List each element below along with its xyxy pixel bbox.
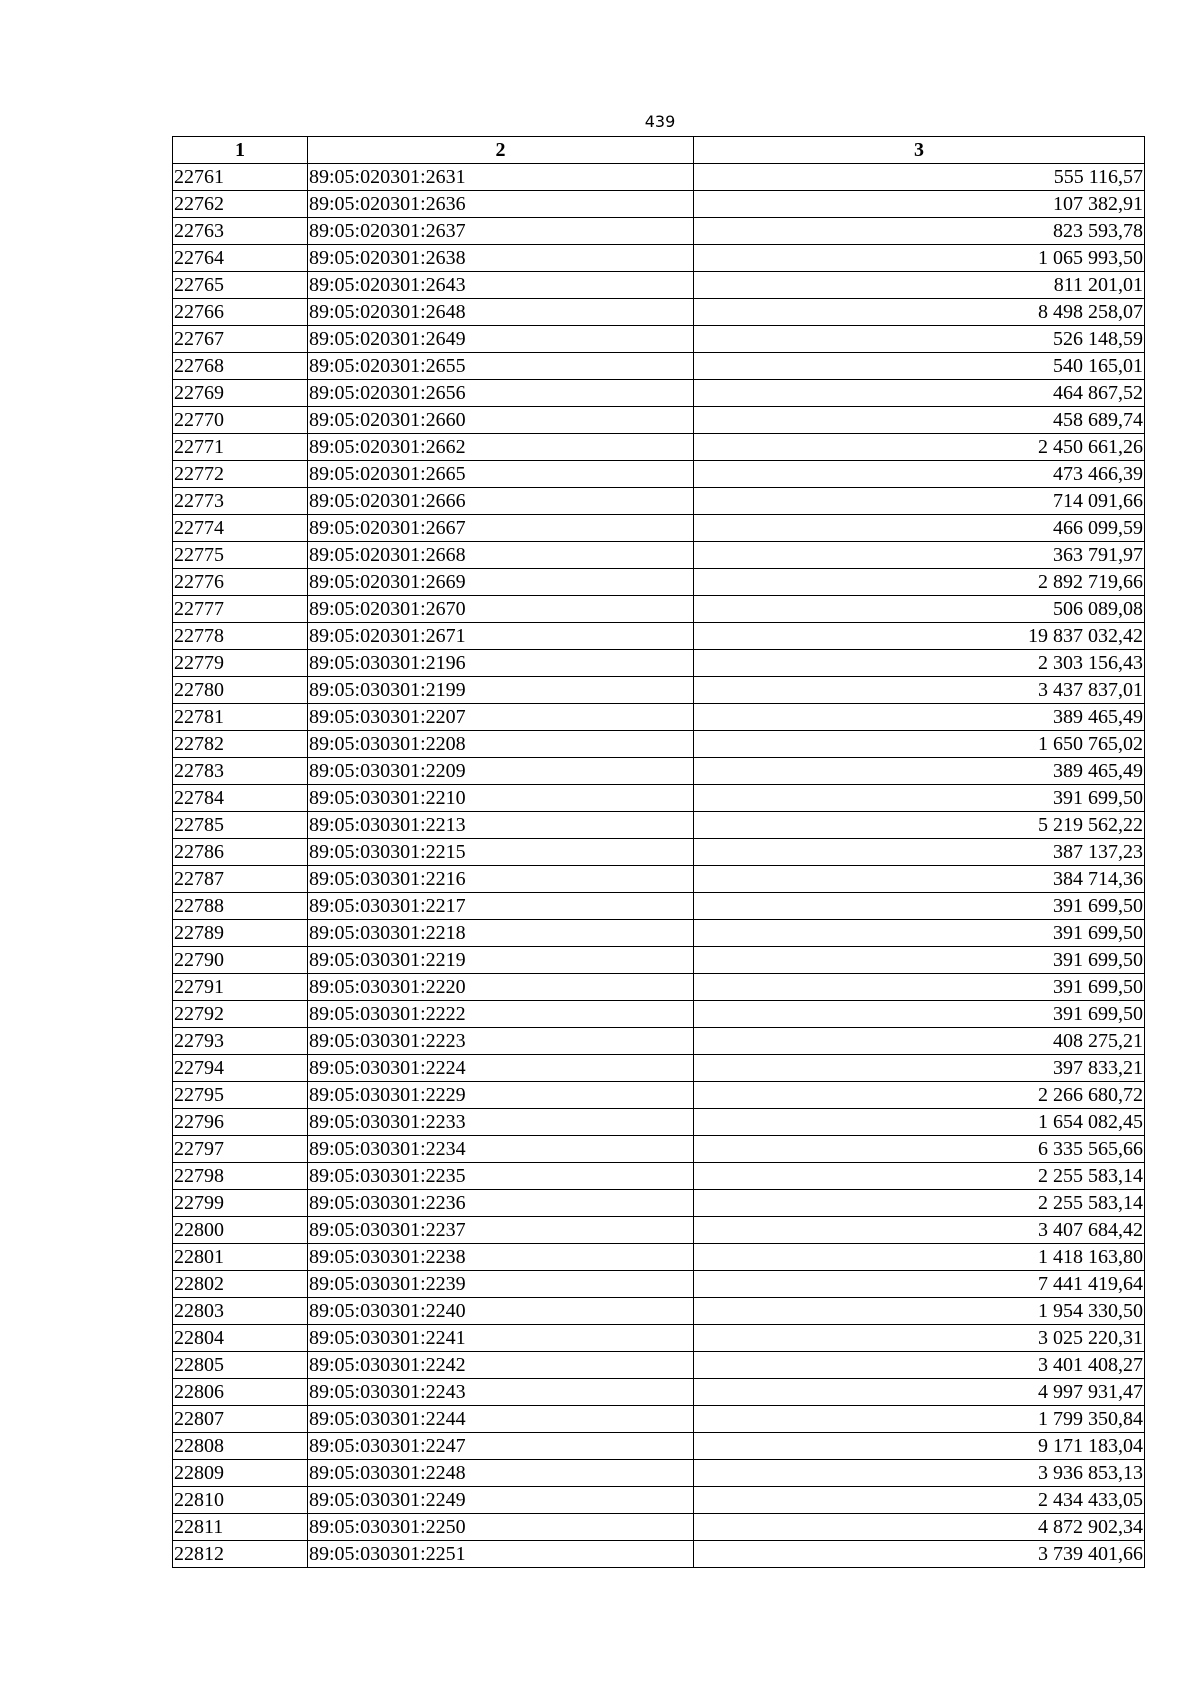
table-row	[173, 1514, 1145, 1541]
row-number-cell: 22792	[173, 1001, 308, 1028]
table-row	[173, 1244, 1145, 1271]
cadastral-number-cell: 89:05:030301:2216	[308, 866, 694, 893]
row-number-cell: 22811	[173, 1514, 308, 1541]
table-row	[173, 650, 1145, 677]
cadastral-number-cell: 89:05:030301:2208	[308, 731, 694, 758]
cadastral-number-cell: 89:05:020301:2670	[308, 596, 694, 623]
table-row	[173, 1082, 1145, 1109]
cadastral-number-cell: 89:05:030301:2199	[308, 677, 694, 704]
cadastral-value-cell: 389 465,49	[694, 704, 1145, 731]
row-number-cell: 22771	[173, 434, 308, 461]
table-row	[173, 1352, 1145, 1379]
row-number-cell: 22782	[173, 731, 308, 758]
cadastral-value-cell: 811 201,01	[694, 272, 1145, 299]
cadastral-value-cell: 391 699,50	[694, 893, 1145, 920]
cadastral-number-cell: 89:05:020301:2668	[308, 542, 694, 569]
cadastral-number-cell: 89:05:030301:2249	[308, 1487, 694, 1514]
cadastral-value-cell: 5 219 562,22	[694, 812, 1145, 839]
cadastral-value-cell: 4 872 902,34	[694, 1514, 1145, 1541]
row-number-cell: 22781	[173, 704, 308, 731]
cadastral-value-cell: 9 171 183,04	[694, 1433, 1145, 1460]
cadastral-value-cell: 1 799 350,84	[694, 1406, 1145, 1433]
table-row	[173, 785, 1145, 812]
table-row	[173, 407, 1145, 434]
table-row	[173, 1163, 1145, 1190]
cadastral-number-cell: 89:05:030301:2244	[308, 1406, 694, 1433]
row-number-cell: 22809	[173, 1460, 308, 1487]
table-row	[173, 1136, 1145, 1163]
row-number-cell: 22806	[173, 1379, 308, 1406]
row-number-cell: 22798	[173, 1163, 308, 1190]
table-row	[173, 812, 1145, 839]
table-row	[173, 326, 1145, 353]
cadastral-value-cell: 3 401 408,27	[694, 1352, 1145, 1379]
row-number-cell: 22774	[173, 515, 308, 542]
cadastral-value-cell: 3 739 401,66	[694, 1541, 1145, 1568]
table-row	[173, 299, 1145, 326]
cadastral-number-cell: 89:05:030301:2210	[308, 785, 694, 812]
row-number-cell: 22775	[173, 542, 308, 569]
row-number-cell: 22807	[173, 1406, 308, 1433]
cadastral-value-cell: 107 382,91	[694, 191, 1145, 218]
cadastral-number-cell: 89:05:030301:2217	[308, 893, 694, 920]
cadastral-number-cell: 89:05:030301:2236	[308, 1190, 694, 1217]
cadastral-value-cell: 384 714,36	[694, 866, 1145, 893]
cadastral-number-cell: 89:05:020301:2631	[308, 164, 694, 191]
cadastral-value-cell: 2 450 661,26	[694, 434, 1145, 461]
table-row	[173, 380, 1145, 407]
row-number-cell: 22776	[173, 569, 308, 596]
cadastral-number-cell: 89:05:030301:2235	[308, 1163, 694, 1190]
cadastral-number-cell: 89:05:030301:2209	[308, 758, 694, 785]
table-row	[173, 947, 1145, 974]
row-number-cell: 22796	[173, 1109, 308, 1136]
cadastral-number-cell: 89:05:030301:2240	[308, 1298, 694, 1325]
cadastral-number-cell: 89:05:020301:2667	[308, 515, 694, 542]
cadastral-number-cell: 89:05:020301:2662	[308, 434, 694, 461]
row-number-cell: 22800	[173, 1217, 308, 1244]
row-number-cell: 22761	[173, 164, 308, 191]
row-number-cell: 22772	[173, 461, 308, 488]
table-row	[173, 164, 1145, 191]
table-row	[173, 1298, 1145, 1325]
cadastral-number-cell: 89:05:030301:2233	[308, 1109, 694, 1136]
cadastral-number-cell: 89:05:020301:2643	[308, 272, 694, 299]
table-row	[173, 218, 1145, 245]
row-number-cell: 22802	[173, 1271, 308, 1298]
cadastral-value-cell: 466 099,59	[694, 515, 1145, 542]
row-number-cell: 22787	[173, 866, 308, 893]
cadastral-number-cell: 89:05:020301:2655	[308, 353, 694, 380]
table-row	[173, 758, 1145, 785]
table-row	[173, 542, 1145, 569]
cadastral-value-cell: 391 699,50	[694, 785, 1145, 812]
cadastral-number-cell: 89:05:030301:2222	[308, 1001, 694, 1028]
cadastral-value-cell: 3 936 853,13	[694, 1460, 1145, 1487]
cadastral-value-cell: 8 498 258,07	[694, 299, 1145, 326]
row-number-cell: 22808	[173, 1433, 308, 1460]
row-number-cell: 22773	[173, 488, 308, 515]
cadastral-number-cell: 89:05:020301:2656	[308, 380, 694, 407]
cadastral-number-cell: 89:05:030301:2239	[308, 1271, 694, 1298]
cadastral-number-cell: 89:05:030301:2248	[308, 1460, 694, 1487]
cadastral-number-cell: 89:05:030301:2251	[308, 1541, 694, 1568]
row-number-cell: 22791	[173, 974, 308, 1001]
row-number-cell: 22778	[173, 623, 308, 650]
row-number-cell: 22793	[173, 1028, 308, 1055]
registry-table	[172, 136, 1145, 1568]
cadastral-value-cell: 4 997 931,47	[694, 1379, 1145, 1406]
cadastral-number-cell: 89:05:030301:2238	[308, 1244, 694, 1271]
cadastral-number-cell: 89:05:030301:2234	[308, 1136, 694, 1163]
table-row	[173, 1271, 1145, 1298]
row-number-cell: 22784	[173, 785, 308, 812]
cadastral-value-cell: 823 593,78	[694, 218, 1145, 245]
cadastral-number-cell: 89:05:030301:2229	[308, 1082, 694, 1109]
cadastral-number-cell: 89:05:020301:2637	[308, 218, 694, 245]
row-number-cell: 22797	[173, 1136, 308, 1163]
table-row	[173, 434, 1145, 461]
cadastral-number-cell: 89:05:030301:2220	[308, 974, 694, 1001]
row-number-cell: 22770	[173, 407, 308, 434]
table-row	[173, 1379, 1145, 1406]
cadastral-value-cell: 1 065 993,50	[694, 245, 1145, 272]
row-number-cell: 22783	[173, 758, 308, 785]
cadastral-value-cell: 387 137,23	[694, 839, 1145, 866]
cadastral-value-cell: 408 275,21	[694, 1028, 1145, 1055]
table-row	[173, 704, 1145, 731]
cadastral-number-cell: 89:05:030301:2247	[308, 1433, 694, 1460]
table-row	[173, 353, 1145, 380]
cadastral-value-cell: 6 335 565,66	[694, 1136, 1145, 1163]
cadastral-value-cell: 714 091,66	[694, 488, 1145, 515]
cadastral-value-cell: 2 303 156,43	[694, 650, 1145, 677]
table-row	[173, 596, 1145, 623]
table-row	[173, 1406, 1145, 1433]
row-number-cell: 22795	[173, 1082, 308, 1109]
cadastral-value-cell: 391 699,50	[694, 974, 1145, 1001]
row-number-cell: 22804	[173, 1325, 308, 1352]
table-row	[173, 623, 1145, 650]
row-number-cell: 22810	[173, 1487, 308, 1514]
cadastral-value-cell: 1 954 330,50	[694, 1298, 1145, 1325]
table-row	[173, 893, 1145, 920]
row-number-cell: 22780	[173, 677, 308, 704]
table-row	[173, 569, 1145, 596]
row-number-cell: 22789	[173, 920, 308, 947]
table-row	[173, 1325, 1145, 1352]
cadastral-number-cell: 89:05:030301:2237	[308, 1217, 694, 1244]
cadastral-number-cell: 89:05:020301:2666	[308, 488, 694, 515]
cadastral-value-cell: 2 266 680,72	[694, 1082, 1145, 1109]
table-row	[173, 1001, 1145, 1028]
cadastral-value-cell: 555 116,57	[694, 164, 1145, 191]
cadastral-value-cell: 3 437 837,01	[694, 677, 1145, 704]
row-number-cell: 22812	[173, 1541, 308, 1568]
table-row	[173, 461, 1145, 488]
table-row	[173, 191, 1145, 218]
row-number-cell: 22790	[173, 947, 308, 974]
cadastral-value-cell: 464 867,52	[694, 380, 1145, 407]
cadastral-value-cell: 2 892 719,66	[694, 569, 1145, 596]
table-row	[173, 1487, 1145, 1514]
cadastral-value-cell: 540 165,01	[694, 353, 1145, 380]
cadastral-number-cell: 89:05:020301:2638	[308, 245, 694, 272]
row-number-cell: 22805	[173, 1352, 308, 1379]
table-row	[173, 1433, 1145, 1460]
cadastral-value-cell: 391 699,50	[694, 947, 1145, 974]
cadastral-number-cell: 89:05:030301:2223	[308, 1028, 694, 1055]
table-row	[173, 866, 1145, 893]
cadastral-value-cell: 526 148,59	[694, 326, 1145, 353]
row-number-cell: 22769	[173, 380, 308, 407]
cadastral-number-cell: 89:05:020301:2660	[308, 407, 694, 434]
cadastral-number-cell: 89:05:030301:2213	[308, 812, 694, 839]
row-number-cell: 22803	[173, 1298, 308, 1325]
row-number-cell: 22801	[173, 1244, 308, 1271]
table-row	[173, 731, 1145, 758]
column-header-1: 1	[173, 137, 308, 164]
cadastral-number-cell: 89:05:030301:2196	[308, 650, 694, 677]
table-row	[173, 1190, 1145, 1217]
cadastral-value-cell: 397 833,21	[694, 1055, 1145, 1082]
table-row	[173, 1028, 1145, 1055]
table-row	[173, 488, 1145, 515]
cadastral-value-cell: 2 255 583,14	[694, 1190, 1145, 1217]
cadastral-number-cell: 89:05:020301:2669	[308, 569, 694, 596]
cadastral-value-cell: 1 654 082,45	[694, 1109, 1145, 1136]
cadastral-value-cell: 7 441 419,64	[694, 1271, 1145, 1298]
cadastral-value-cell: 458 689,74	[694, 407, 1145, 434]
row-number-cell: 22788	[173, 893, 308, 920]
cadastral-value-cell: 389 465,49	[694, 758, 1145, 785]
row-number-cell: 22779	[173, 650, 308, 677]
cadastral-value-cell: 391 699,50	[694, 1001, 1145, 1028]
row-number-cell: 22799	[173, 1190, 308, 1217]
cadastral-number-cell: 89:05:030301:2219	[308, 947, 694, 974]
row-number-cell: 22777	[173, 596, 308, 623]
cadastral-value-cell: 1 418 163,80	[694, 1244, 1145, 1271]
cadastral-value-cell: 391 699,50	[694, 920, 1145, 947]
row-number-cell: 22768	[173, 353, 308, 380]
cadastral-value-cell: 2 434 433,05	[694, 1487, 1145, 1514]
cadastral-number-cell: 89:05:030301:2224	[308, 1055, 694, 1082]
row-number-cell: 22794	[173, 1055, 308, 1082]
table-row	[173, 1541, 1145, 1568]
page-number: 439	[644, 112, 676, 131]
table-row	[173, 515, 1145, 542]
cadastral-value-cell: 2 255 583,14	[694, 1163, 1145, 1190]
row-number-cell: 22763	[173, 218, 308, 245]
table-row	[173, 839, 1145, 866]
row-number-cell: 22766	[173, 299, 308, 326]
table-row	[173, 1217, 1145, 1244]
cadastral-number-cell: 89:05:020301:2648	[308, 299, 694, 326]
cadastral-number-cell: 89:05:020301:2649	[308, 326, 694, 353]
table-row	[173, 272, 1145, 299]
row-number-cell: 22767	[173, 326, 308, 353]
cadastral-number-cell: 89:05:030301:2207	[308, 704, 694, 731]
row-number-cell: 22785	[173, 812, 308, 839]
cadastral-value-cell: 3 025 220,31	[694, 1325, 1145, 1352]
table-row	[173, 974, 1145, 1001]
table-row	[173, 1055, 1145, 1082]
cadastral-number-cell: 89:05:030301:2218	[308, 920, 694, 947]
cadastral-value-cell: 19 837 032,42	[694, 623, 1145, 650]
cadastral-value-cell: 3 407 684,42	[694, 1217, 1145, 1244]
cadastral-value-cell: 1 650 765,02	[694, 731, 1145, 758]
row-number-cell: 22786	[173, 839, 308, 866]
cadastral-number-cell: 89:05:020301:2665	[308, 461, 694, 488]
table-row	[173, 245, 1145, 272]
row-number-cell: 22762	[173, 191, 308, 218]
table-body	[173, 164, 1145, 1568]
row-number-cell: 22764	[173, 245, 308, 272]
cadastral-value-cell: 506 089,08	[694, 596, 1145, 623]
table-row	[173, 1460, 1145, 1487]
table-header	[173, 137, 1145, 164]
cadastral-number-cell: 89:05:020301:2636	[308, 191, 694, 218]
table-row	[173, 677, 1145, 704]
row-number-cell: 22765	[173, 272, 308, 299]
column-header-3: 3	[694, 137, 1145, 164]
table-row	[173, 920, 1145, 947]
cadastral-number-cell: 89:05:030301:2243	[308, 1379, 694, 1406]
table-row	[173, 1109, 1145, 1136]
cadastral-number-cell: 89:05:030301:2242	[308, 1352, 694, 1379]
cadastral-number-cell: 89:05:030301:2250	[308, 1514, 694, 1541]
header-row	[173, 137, 1145, 164]
cadastral-value-cell: 363 791,97	[694, 542, 1145, 569]
cadastral-number-cell: 89:05:030301:2241	[308, 1325, 694, 1352]
cadastral-value-cell: 473 466,39	[694, 461, 1145, 488]
cadastral-number-cell: 89:05:030301:2215	[308, 839, 694, 866]
column-header-2: 2	[308, 137, 694, 164]
cadastral-number-cell: 89:05:020301:2671	[308, 623, 694, 650]
